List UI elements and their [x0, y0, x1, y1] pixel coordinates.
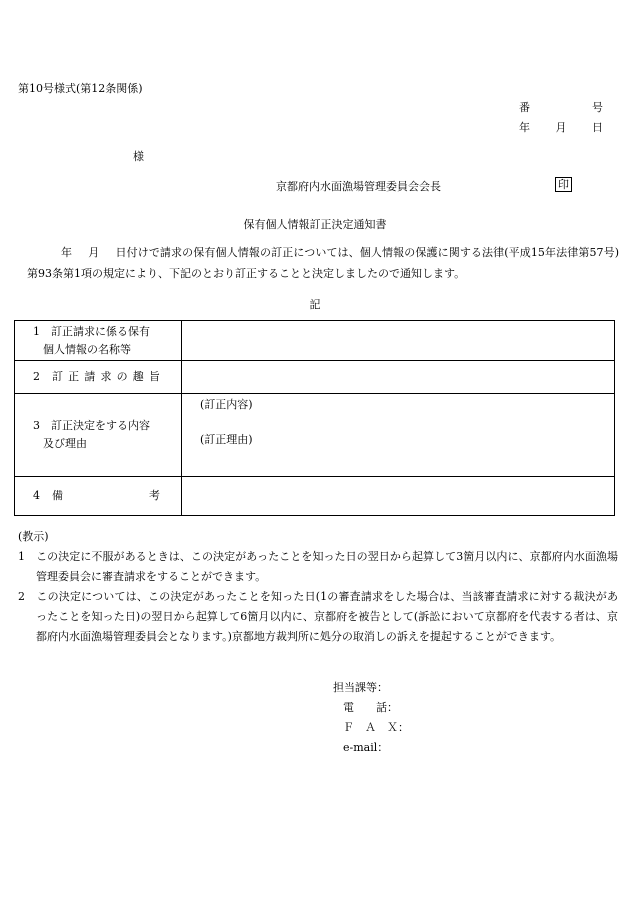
row2-label	[15, 361, 182, 394]
row2-char: 訂	[52, 370, 63, 383]
ki-heading: 記	[309, 298, 321, 311]
date-year: 年	[519, 121, 530, 134]
contact-email: e-mail：	[343, 741, 389, 754]
row2-char: 請	[84, 370, 96, 383]
sender-name: 京都府内水面漁場管理委員会会長	[276, 180, 441, 193]
number-label: 番	[519, 101, 530, 114]
table-row	[15, 394, 615, 477]
row1-label-line1: 1 訂正請求に係る保有	[33, 324, 150, 338]
date-month: 月	[555, 121, 567, 134]
note-item-2: 2 この決定については、この決定があったことを知った日(1の審査請求をした場合は、当該審査請求に対する裁決があったことを知った日)の翌日から起算して6箇月以内に、京都府を被告として(訴訟において京都府を代表する者は、京都府内水面漁場管理委員会となります。)京都地方裁判所に処分の取消しの訴えを提起することができます。	[18, 590, 618, 643]
row4-label	[15, 477, 182, 516]
row4-num: 4	[33, 489, 40, 502]
decision-table	[14, 320, 615, 516]
row4-char-b: 考	[149, 489, 160, 502]
table-row	[15, 321, 615, 361]
body-text: 日付けで請求の保有個人情報の訂正については、個人情報の保護に関する法律(平成15年法律第57号)第93条第1項の規定により、下記のとおり訂正することと決定しましたので通知します。	[27, 246, 620, 280]
table-row	[15, 361, 615, 394]
seal-mark: 印	[555, 177, 572, 192]
row2-char: 趣	[132, 370, 144, 383]
body-paragraph	[27, 242, 619, 284]
row2-value[interactable]	[182, 361, 615, 394]
row2-text	[52, 368, 160, 386]
row2-num: 2	[33, 370, 40, 383]
date-day: 日	[592, 121, 603, 134]
contact-phone: 電 話：	[343, 701, 398, 714]
row4-text	[52, 487, 160, 505]
correction-reason-label: (訂正理由)	[200, 433, 253, 446]
notes-section	[18, 527, 618, 647]
note-item-1: 1 この決定に不服があるときは、この決定があったことを知った日の翌日から起算して3箇月以内に、京都府内水面漁場管理委員会に審査請求をすることができます。	[18, 550, 618, 583]
row3-label-line1: 3 訂正決定をする内容	[33, 419, 150, 432]
correction-content-label: (訂正内容)	[200, 398, 253, 411]
body-year: 年	[61, 246, 73, 259]
row4-char-a: 備	[52, 489, 63, 502]
table-row	[15, 477, 615, 516]
date-line	[519, 119, 603, 135]
row1-label	[15, 321, 182, 361]
contact-block	[333, 678, 409, 758]
row3-label-line2: 及び理由	[43, 437, 87, 450]
row2-char: 求	[100, 370, 112, 383]
row2-char: 旨	[148, 370, 160, 383]
addressee-suffix: 様	[133, 150, 144, 163]
contact-fax: Ｆ Ａ Ｘ：	[343, 721, 409, 734]
document-number-line	[519, 99, 603, 115]
notes-heading: (教示)	[18, 530, 49, 543]
row2-char: の	[116, 370, 128, 383]
row1-label-line2: 個人情報の名称等	[43, 342, 131, 356]
row4-value[interactable]	[182, 477, 615, 516]
row3-value[interactable]	[182, 394, 615, 477]
contact-dept: 担当課等：	[333, 681, 388, 694]
row3-label	[15, 394, 182, 477]
row1-value[interactable]	[182, 321, 615, 361]
body-month: 月	[88, 246, 100, 259]
form-number: 第10号様式(第12条関係)	[18, 82, 143, 95]
row2-char: 正	[68, 370, 80, 383]
number-suffix: 号	[592, 101, 603, 114]
document-title: 保有個人情報訂正決定通知書	[243, 218, 387, 231]
